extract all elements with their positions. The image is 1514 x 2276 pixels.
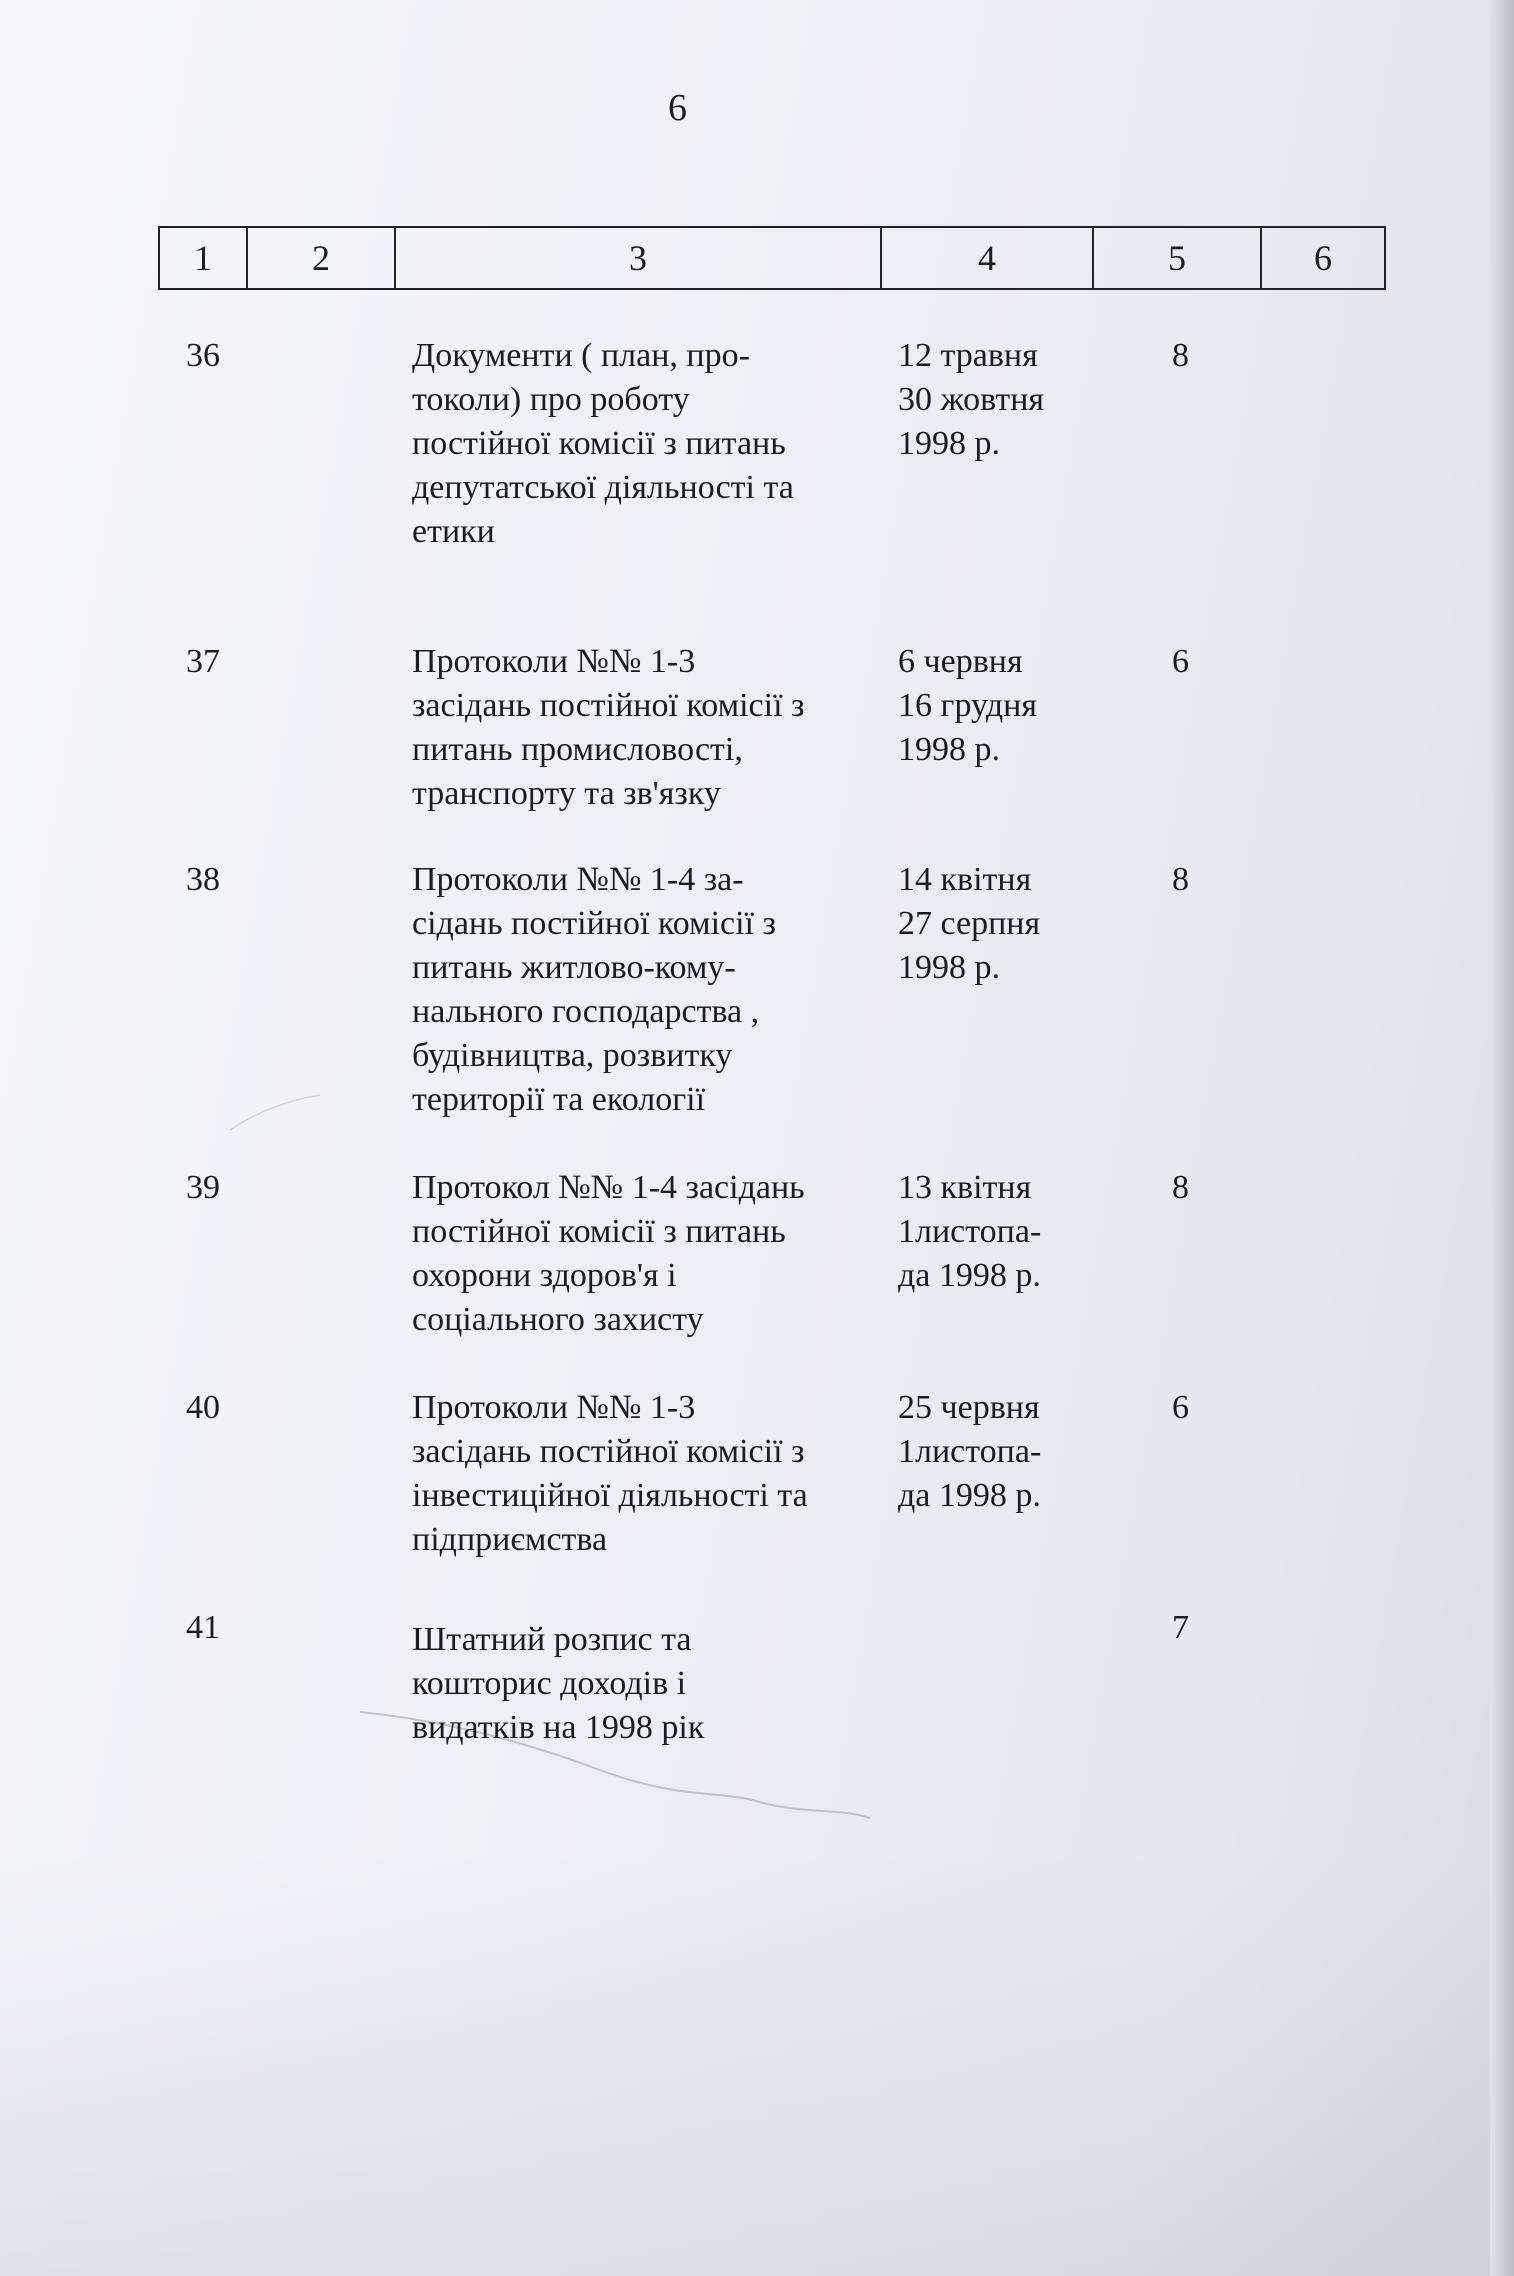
row-sheet-count: 8	[1172, 861, 1189, 898]
row-number: 36	[186, 337, 220, 374]
row-number: 40	[186, 1389, 220, 1426]
row-number: 37	[186, 643, 220, 680]
column-header-4: 4	[882, 228, 1094, 288]
row-number: 38	[186, 861, 220, 898]
row-number: 41	[186, 1609, 220, 1646]
row-title: Протокол №№ 1-4 засідань постійної комісії з питань охорони здоров'я і соціального захисту	[412, 1169, 805, 1338]
column-header-3: 3	[396, 228, 882, 288]
column-header-table	[158, 226, 1386, 290]
row-number: 39	[186, 1169, 220, 1206]
column-header-6: 6	[1314, 238, 1332, 278]
row-title: Протоколи №№ 1-4 за- сідань постійної комісії з питань житлово-кому- нального господарства , будівництва, розвитку території та екології	[412, 861, 776, 1118]
column-header-2: 2	[248, 228, 396, 288]
row-sheet-count: 6	[1172, 643, 1189, 680]
row-sheet-count: 8	[1172, 1169, 1189, 1206]
row-dates: 14 квітня 27 серпня 1998 р.	[898, 861, 1041, 986]
row-dates: 12 травня 30 жовтня 1998 р.	[898, 337, 1045, 462]
row-sheet-count: 6	[1172, 1389, 1189, 1426]
row-sheet-count: 7	[1172, 1609, 1189, 1646]
row-title: Документи ( план, про- токоли) про роботу постійної комісії з питань депутатської діяльності та етики	[412, 337, 794, 550]
column-header-5: 5	[1094, 228, 1262, 288]
page-number: 6	[668, 87, 687, 129]
row-title: Протоколи №№ 1-3 засідань постійної комісії з інвестиційної діяльності та підприємства	[412, 1389, 808, 1558]
row-dates: 6 червня 16 грудня 1998 р.	[898, 643, 1037, 768]
row-dates: 13 квітня 1листопа- да 1998 р.	[898, 1169, 1042, 1294]
row-title: Штатний розпис та кошторис доходів і видатків на 1998 рік	[412, 1621, 705, 1746]
row-sheet-count: 8	[1172, 337, 1189, 374]
row-dates: 25 червня 1листопа- да 1998 р.	[898, 1389, 1042, 1514]
page-edge	[1490, 0, 1514, 2276]
column-header-1: 1	[160, 228, 248, 288]
row-title: Протоколи №№ 1-3 засідань постійної комісії з питань промисловості, транспорту та зв'язку	[412, 643, 805, 812]
